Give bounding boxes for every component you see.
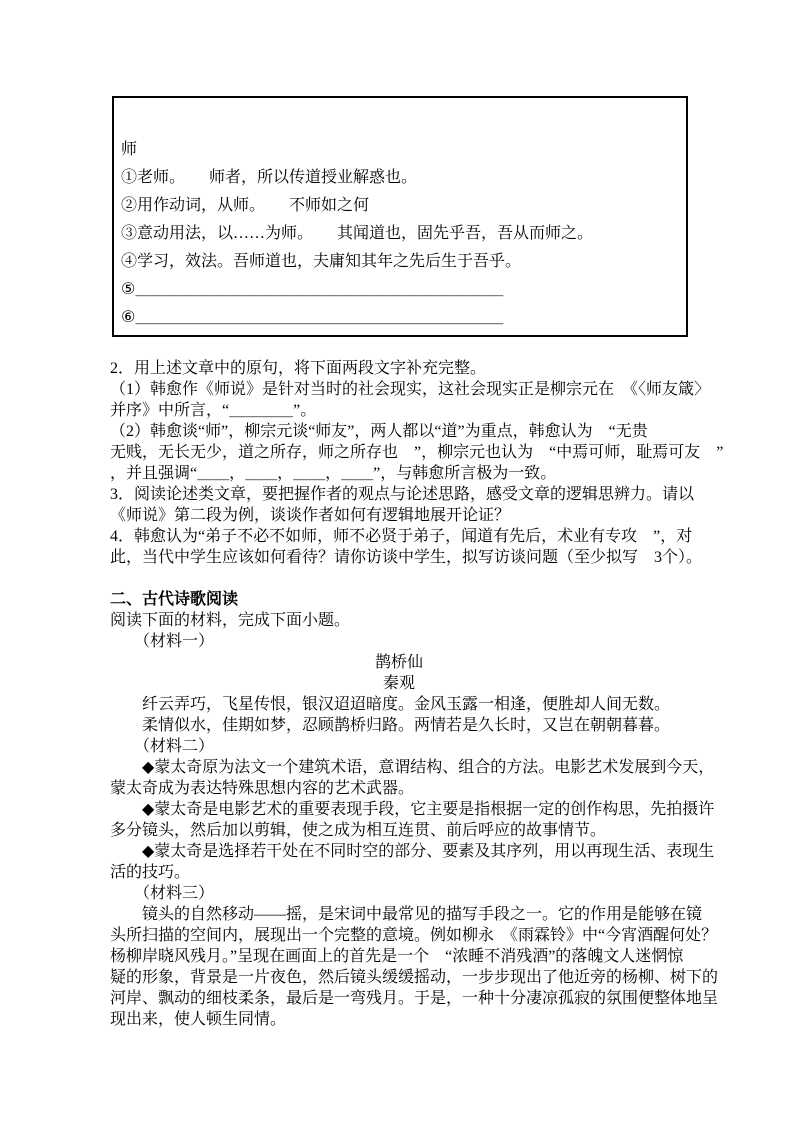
question-2-part1-line2: 并序》中所言，“＿＿＿＿”。 bbox=[110, 402, 317, 419]
material-3-line2: 头所扫描的空间内，展现出一个完整的意境。例如柳永 《雨霖铃》中“今宵酒醒何处？ bbox=[110, 927, 718, 944]
section-2-intro: 阅读下面的材料，完成下面小题。 bbox=[110, 612, 351, 629]
definition-1: ①老师。 师者，所以传道授业解惑也。 bbox=[121, 169, 418, 186]
material-2-bullet-1-line2: 蒙太奇成为表达特殊思想内容的艺术武器。 bbox=[110, 780, 415, 797]
material-3-line4: 疑的形象，背景是一片夜色，然后镜头缓缓摇动，一步步现出了他近旁的杨柳、树下的 bbox=[110, 969, 719, 986]
material-2-bullet-3-line1: ◆蒙太奇是选择若干处在不同时空的部分、要素及其序列，用以再现生活、表现生 bbox=[110, 843, 715, 860]
material-3-label: （材料三） bbox=[110, 885, 215, 902]
poem-author: 秦观 bbox=[382, 675, 415, 692]
definition-2: ②用作动词，从师。 不师如之何 bbox=[121, 197, 370, 214]
poem-line-2: 柔情似水，佳期如梦，忍顾鹊桥归路。两情若是久长时，又岂在朝朝暮暮。 bbox=[110, 717, 671, 734]
definition-3: ③意动用法，以……为师。 其闻道也，固先乎吾，吾从而师之。 bbox=[121, 225, 594, 242]
question-4-line2: 此，当代中学生应该如何看待？请你访谈中学生，拟写访谈问题（至少拟写 3个）。 bbox=[110, 549, 703, 566]
poem-line-1: 纤云弄巧，飞星传恨，银汉迢迢暗度。金风玉露一相逢，便胜却人间无数。 bbox=[110, 696, 671, 713]
question-2-part2-line3: ，并且强调“＿＿，＿＿，＿＿，＿＿”，与韩愈所言极为一致。 bbox=[110, 465, 557, 482]
material-3-line6: 现出来，使人顿生同情。 bbox=[110, 1011, 287, 1028]
definition-box bbox=[112, 96, 688, 337]
question-2-part2-line2: 无贱，无长无少，道之所存，师之所存也 ”，柳宗元也认为 “中焉可师，耻焉可友 ” bbox=[110, 444, 724, 461]
blank-6: ⑥＿＿＿＿＿＿＿＿＿＿＿＿＿＿＿＿＿＿＿＿＿＿＿ bbox=[121, 309, 504, 326]
material-3-line5: 河岸、飘动的细枝柔条，最后是一弯残月。于是，一种十分凄凉孤寂的氛围便整体地呈 bbox=[110, 990, 719, 1007]
poem-title: 鹊桥仙 bbox=[374, 654, 423, 671]
material-3-line1: 镜头的自然移动——摇，是宋词中最常见的描写手段之一。它的作用是能够在镜 bbox=[110, 906, 703, 923]
main-text bbox=[110, 358, 724, 1030]
material-2-bullet-2-line1: ◆蒙太奇是电影艺术的重要表现手段，它主要是指根据一定的创作构思，先拍摄许 bbox=[110, 801, 715, 818]
material-2-label: （材料二） bbox=[110, 738, 215, 755]
question-2-part2-line1: （2）韩愈谈“师”，柳宗元谈“师友”，两人都以“道”为重点，韩愈认为 “无贵 bbox=[110, 423, 648, 440]
question-2-stem: 2．用上述文章中的原句，将下面两段文字补充完整。 bbox=[110, 360, 487, 377]
definition-4: ④学习，效法。吾师道也，夫庸知其年之先后生于吾乎。 bbox=[121, 253, 522, 270]
material-1-label: （材料一） bbox=[110, 633, 215, 650]
material-2-bullet-2-line2: 多分镜头，然后加以剪辑，使之成为相互连贯、前后呼应的故事情节。 bbox=[110, 822, 607, 839]
material-3-line3: 杨柳岸晓风残月。”呈现在画面上的首先是一个 “浓睡不消残酒”的落魄文人迷惘惊 bbox=[110, 948, 684, 965]
word-title: 师 bbox=[121, 141, 138, 158]
question-2-part1-line1: （1）韩愈作《师说》是针对当时的社会现实，这社会现实正是柳宗元在 《〈师友箴〉 bbox=[110, 381, 711, 398]
question-4-line1: 4．韩愈认为“弟子不必不如师，师不必贤于弟子，闻道有先后，术业有专攻 ”，对 bbox=[110, 528, 693, 545]
section-2-heading: 二、古代诗歌阅读 bbox=[110, 591, 239, 608]
material-2-bullet-3-line2: 活的技巧。 bbox=[110, 864, 191, 881]
spacer bbox=[110, 568, 688, 589]
material-2-bullet-1-line1: ◆蒙太奇原为法文一个建筑术语，意谓结构、组合的方法。电影艺术发展到今天， bbox=[110, 759, 715, 776]
question-3-line2: 《师说》第二段为例，谈谈作者如何有逻辑地展开论证？ bbox=[110, 507, 511, 524]
blank-5: ⑤＿＿＿＿＿＿＿＿＿＿＿＿＿＿＿＿＿＿＿＿＿＿＿ bbox=[121, 281, 504, 298]
question-3-line1: 3．阅读论述类文章，要把握作者的观点与论述思路，感受文章的逻辑思辨力。请以 bbox=[110, 486, 695, 503]
